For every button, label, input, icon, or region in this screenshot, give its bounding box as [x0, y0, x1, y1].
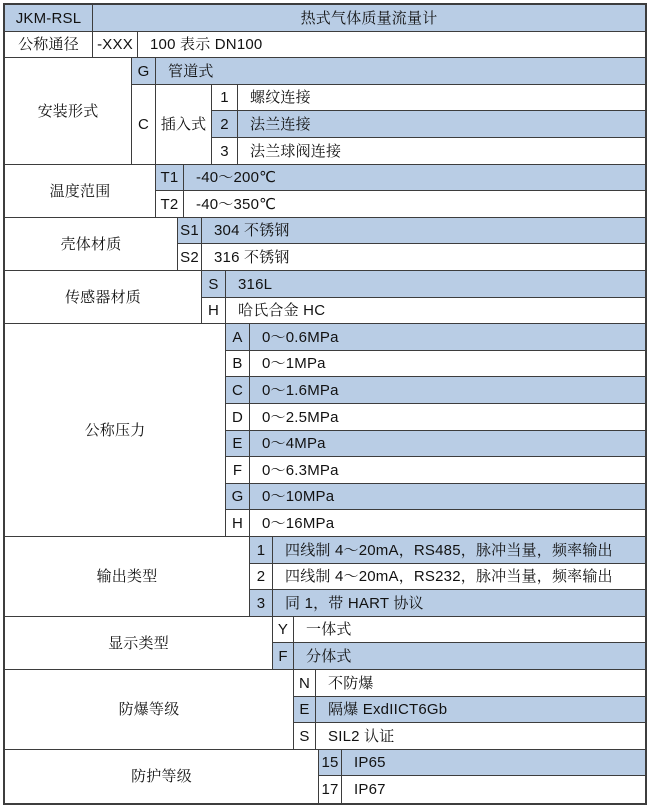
option-code-explosion-s: S — [294, 723, 316, 750]
option-code-mounting-c-3: 3 — [212, 138, 238, 165]
option-desc-mounting-c-2: 法兰连接 — [238, 111, 645, 138]
option-code-diameter-xxx: -XXX — [93, 32, 138, 58]
option-code-pressure-b: B — [226, 351, 250, 377]
product-model: JKM-RSL — [5, 5, 93, 32]
option-desc-mounting-c-3: 法兰球阀连接 — [238, 138, 645, 165]
option-desc-sensor-s: 316L — [226, 271, 645, 298]
option-desc-output-3: 同 1，带 HART 协议 — [273, 590, 645, 617]
option-desc-output-1: 四线制 4～20mA，RS485，脉冲当量，频率输出 — [273, 537, 645, 564]
option-desc-pressure-d: 0～2.5MPa — [250, 404, 645, 431]
field-label-housing: 壳体材质 — [5, 218, 178, 271]
field-label-pressure: 公称压力 — [5, 324, 226, 537]
option-code-pressure-f: F — [226, 457, 250, 484]
option-desc-pressure-a: 0～0.6MPa — [250, 324, 645, 351]
option-code-pressure-e: E — [226, 431, 250, 457]
option-code-mounting-g: G — [132, 58, 156, 85]
option-code-temperature-t2: T2 — [156, 191, 184, 218]
option-code-sensor-s: S — [202, 271, 226, 298]
option-code-pressure-c: C — [226, 377, 250, 404]
option-desc-pressure-g: 0～10MPa — [250, 484, 645, 510]
field-label-sensor: 传感器材质 — [5, 271, 202, 324]
option-desc-mounting-c-1: 螺纹连接 — [238, 85, 645, 111]
option-code-output-1: 1 — [250, 537, 273, 564]
option-code-output-2: 2 — [250, 564, 273, 590]
option-desc-pressure-c: 0～1.6MPa — [250, 377, 645, 404]
option-code-pressure-g: G — [226, 484, 250, 510]
option-desc-pressure-e: 0～4MPa — [250, 431, 645, 457]
option-code-explosion-e: E — [294, 697, 316, 723]
option-desc-temperature-t1: -40～200℃ — [184, 165, 645, 191]
option-desc-protection-15: IP65 — [342, 750, 645, 776]
option-code-display-f: F — [273, 643, 294, 670]
option-code-mounting-c: C — [132, 85, 156, 165]
option-desc-pressure-h: 0～16MPa — [250, 510, 645, 537]
field-label-diameter: 公称通径 — [5, 32, 93, 58]
field-label-temperature: 温度范围 — [5, 165, 156, 218]
option-desc-mounting-g: 管道式 — [156, 58, 645, 85]
option-desc-explosion-n: 不防爆 — [316, 670, 645, 697]
option-code-pressure-a: A — [226, 324, 250, 351]
option-code-mounting-c-1: 1 — [212, 85, 238, 111]
option-desc-sensor-h: 哈氏合金 HC — [226, 298, 645, 324]
option-code-mounting-c-2: 2 — [212, 111, 238, 138]
option-desc-protection-17: IP67 — [354, 781, 386, 798]
product-title: 热式气体质量流量计 — [93, 5, 645, 32]
option-desc-housing-s1: 304 不锈钢 — [202, 218, 645, 244]
option-desc-output-2: 四线制 4～20mA，RS232，脉冲当量，频率输出 — [273, 564, 645, 590]
option-desc-housing-s2: 316 不锈钢 — [202, 244, 645, 271]
option-desc-mounting-c: 插入式 — [156, 85, 212, 165]
option-code-output-3: 3 — [250, 590, 273, 617]
option-code-display-y: Y — [273, 617, 294, 643]
field-label-explosion: 防爆等级 — [5, 670, 294, 750]
option-desc-temperature-t2: -40～350℃ — [184, 191, 645, 218]
spec-table — [3, 3, 647, 805]
field-label-display: 显示类型 — [5, 617, 273, 670]
field-label-mounting: 安装形式 — [5, 58, 132, 165]
option-code-pressure-h: H — [226, 510, 250, 537]
option-desc-pressure-f: 0～6.3MPa — [250, 457, 645, 484]
field-label-output: 输出类型 — [5, 537, 250, 617]
option-code-pressure-d: D — [226, 404, 250, 431]
option-code-temperature-t1: T1 — [156, 165, 184, 191]
option-code-sensor-h: H — [202, 298, 226, 324]
option-code-protection-15: 15 — [319, 750, 342, 776]
option-desc-diameter-xxx: 100 表示 DN100 — [138, 32, 645, 58]
option-desc-display-y: 一体式 — [294, 617, 645, 643]
option-code-housing-s1: S1 — [178, 218, 202, 244]
option-code-explosion-n: N — [294, 670, 316, 697]
field-label-protection: 防护等级 — [5, 750, 319, 803]
option-desc-pressure-b: 0～1MPa — [250, 351, 645, 377]
option-desc-explosion-e: 隔爆 ExdIICT6Gb — [316, 697, 645, 723]
option-code-protection-17: 17 — [319, 776, 342, 803]
option-code-housing-s2: S2 — [178, 244, 202, 271]
option-desc-display-f: 分体式 — [294, 643, 645, 670]
option-desc-explosion-s: SIL2 认证 — [316, 723, 645, 750]
